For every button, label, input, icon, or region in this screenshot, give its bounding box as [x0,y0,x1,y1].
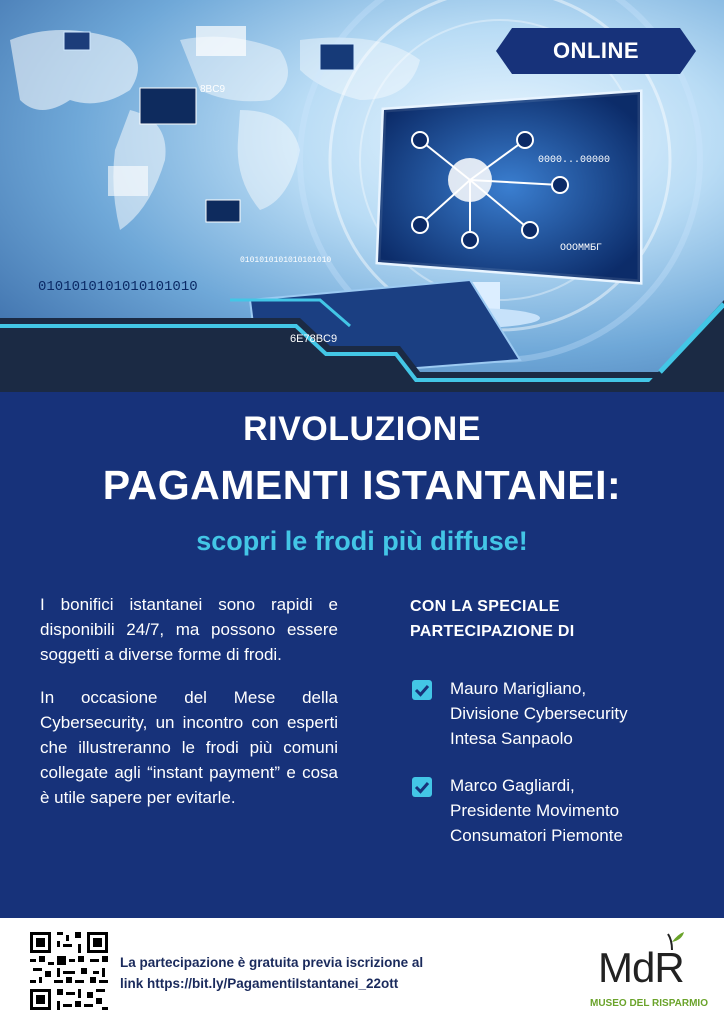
checkbox-icon [412,680,432,700]
speaker-name: Marco Gagliardi, [450,776,575,795]
museo-del-risparmio-logo [590,928,708,1014]
registration-link[interactable]: link https://bit.ly/PagamentiIstantanei_22ott [120,976,399,991]
speaker-org: Intesa Sanpaolo [450,729,573,748]
participation-heading-line1: CON LA SPECIALE [410,598,560,615]
description-paragraph-2: In occasione del Mese della Cybersecurity, un incontro con esperti che illustreranno le frodi più comuni collegate agli “instant payment” e cosa è utile sapere per evitarle. [40,688,338,807]
registration-info [120,952,500,994]
hero-binary-text: 0101010101010101010 [38,279,198,295]
main-panel [0,392,724,918]
badge-label: ONLINE [552,38,640,63]
hero-code-text: 6E78BC9 [290,333,338,345]
speaker-item [410,676,700,751]
registration-text: La partecipazione è gratuita previa iscrizione al [120,955,424,970]
speaker-org: Consumatori Piemonte [450,826,623,845]
online-badge [496,28,696,74]
qr-code[interactable] [30,932,108,1010]
speaker-item [410,773,700,848]
headline-subtitle: scopri le frodi più diffuse! [196,526,528,556]
qr-code-graphic [30,932,108,1010]
speaker-role: Presidente Movimento [450,801,620,820]
headline-line1: RIVOLUZIONE [243,410,481,448]
hero-image [0,0,724,392]
headline-line2: PAGAMENTI ISTANTANEI: [102,462,622,508]
logo-name: MUSEO DEL RISPARMIO [590,998,708,1009]
checkbox-icon [412,777,432,797]
description-paragraph-1: I bonifici istantanei sono rapidi e disponibili 24/7, ma possono essere soggetti a diverse forme di frodi. [40,595,338,664]
hero-screen-code2: 0000...00000 [538,155,611,166]
footer [0,918,724,1024]
participation-heading-line2: PARTECIPAZIONE DI [410,623,575,640]
participation-heading [410,594,700,644]
participation [410,594,700,870]
logo-mark: MdR [598,944,684,991]
speaker-role: Divisione Cybersecurity [450,704,628,723]
description [40,592,338,828]
hero-binary-small: 0101010101010101010 [240,256,332,265]
hero-code-small: 8BC9 [200,84,226,95]
speaker-name: Mauro Marigliano, [450,679,587,698]
hero-screen-code: OOOMMБГ [560,243,603,254]
